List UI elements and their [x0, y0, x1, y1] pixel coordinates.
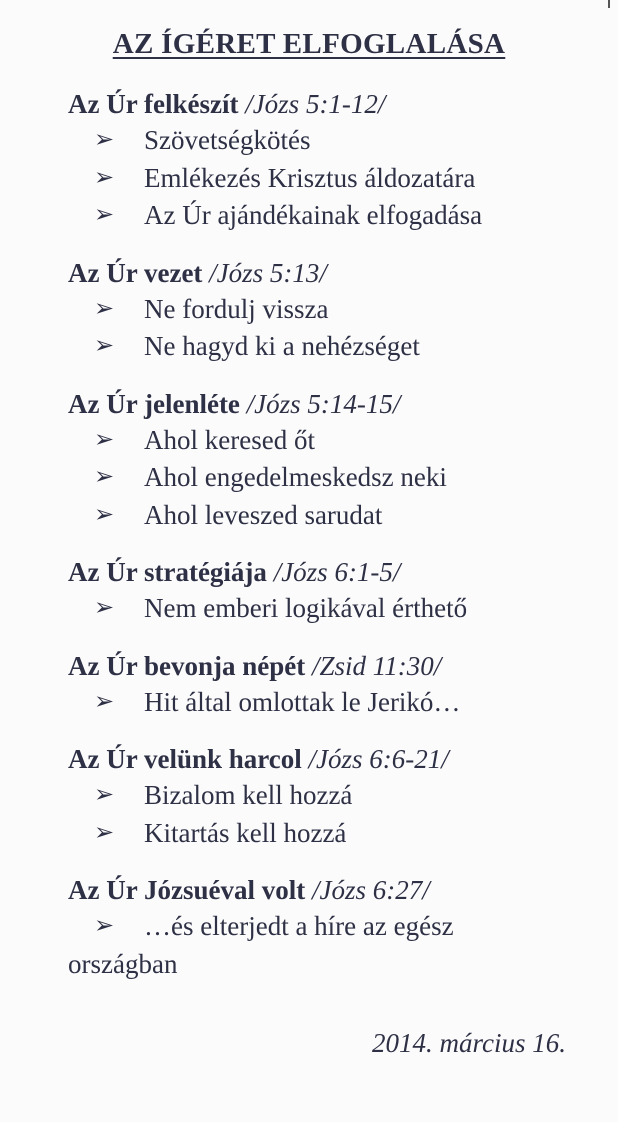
list-item-continuation — [68, 946, 598, 984]
item-text: Ahol engedelmeskedsz neki — [144, 462, 447, 492]
bible-reference: /Józs 6:6-21/ — [308, 744, 449, 774]
bible-reference: /Józs 5:14-15/ — [246, 388, 401, 419]
item-text: Kitartás kell hozzá — [144, 817, 347, 848]
heading-text: Az Úr stratégiája — [68, 557, 267, 587]
item-text: Szövetségkötés — [144, 125, 311, 155]
arrowhead-right-icon: ➢ — [94, 202, 115, 228]
heading-text: Az Úr vezet — [68, 257, 203, 288]
section-leading — [68, 255, 598, 366]
section-heading — [68, 86, 598, 122]
item-text: Ne fordulj vissza — [144, 293, 329, 324]
heading-text: Az Úr felkészít — [68, 89, 239, 119]
list-item — [68, 684, 598, 722]
item-list — [68, 122, 598, 235]
item-list — [68, 590, 598, 628]
section-heading — [68, 386, 598, 422]
item-list — [68, 777, 598, 852]
arrowhead-right-icon: ➢ — [94, 464, 115, 490]
list-item — [68, 908, 598, 946]
section-preparation — [68, 86, 598, 235]
arrowhead-right-icon: ➢ — [94, 782, 115, 808]
document-date: 2014. március 16. — [372, 1028, 566, 1058]
heading-text: Az Úr bevonja népét — [68, 650, 306, 681]
section-heading — [68, 255, 598, 291]
heading-text: Az Úr Józsuéval volt — [68, 875, 306, 905]
arrowhead-right-icon: ➢ — [94, 688, 115, 715]
section-presence — [68, 386, 598, 535]
list-item — [68, 160, 598, 198]
document-title: AZ ÍGÉRET ELFOGLALÁSA — [112, 28, 506, 60]
arrowhead-right-icon: ➢ — [94, 127, 115, 153]
section-heading — [68, 872, 598, 908]
arrowhead-right-icon: ➢ — [94, 501, 115, 528]
arrowhead-right-icon: ➢ — [94, 819, 115, 846]
item-text: Bizalom kell hozzá — [144, 780, 353, 810]
item-text: Hit által omlottak le Jerikó… — [144, 686, 461, 717]
list-item — [68, 422, 598, 460]
list-item — [68, 122, 598, 160]
item-text: Ahol keresed őt — [144, 424, 315, 455]
item-text: Emlékezés Krisztus áldozatára — [144, 162, 476, 193]
heading-text: Az Úr jelenléte — [68, 388, 240, 419]
scan-speck — [608, 0, 610, 8]
bible-reference: /Józs 5:1-12/ — [245, 89, 386, 119]
item-list — [68, 908, 598, 983]
list-item — [68, 497, 598, 535]
item-list — [68, 422, 598, 535]
list-item — [68, 459, 598, 497]
item-text: Ne hagyd ki a nehézséget — [144, 331, 420, 361]
section-with-joshua — [68, 872, 598, 983]
arrowhead-right-icon: ➢ — [94, 913, 115, 939]
item-text: országban — [68, 948, 178, 979]
list-item — [68, 197, 598, 235]
arrowhead-right-icon: ➢ — [94, 426, 115, 453]
item-list — [68, 291, 598, 366]
heading-text: Az Úr velünk harcol — [68, 744, 302, 774]
arrowhead-right-icon: ➢ — [94, 295, 115, 322]
item-text: Ahol leveszed sarudat — [144, 499, 383, 530]
list-item — [68, 291, 598, 329]
list-item — [68, 815, 598, 853]
section-fights — [68, 741, 598, 852]
section-strategy — [68, 554, 598, 628]
list-item — [68, 328, 598, 366]
arrowhead-right-icon: ➢ — [94, 333, 115, 359]
item-list — [68, 684, 598, 722]
list-item — [68, 590, 598, 628]
section-involvement — [68, 648, 598, 722]
arrowhead-right-icon: ➢ — [94, 595, 115, 621]
list-item — [68, 777, 598, 815]
section-heading — [68, 648, 598, 684]
bible-reference: /Józs 5:13/ — [209, 257, 327, 288]
item-text: …és elterjedt a híre az egész — [144, 911, 454, 941]
bible-reference: /Zsid 11:30/ — [311, 650, 442, 681]
bible-reference: /Józs 6:27/ — [311, 875, 430, 905]
item-text: Az Úr ajándékainak elfogadása — [144, 200, 483, 230]
bible-reference: /Józs 6:1-5/ — [273, 557, 401, 587]
item-text: Nem emberi logikával érthető — [144, 593, 468, 623]
arrowhead-right-icon: ➢ — [94, 164, 115, 191]
sections — [68, 86, 598, 1003]
section-heading — [68, 554, 598, 590]
section-heading — [68, 741, 598, 777]
